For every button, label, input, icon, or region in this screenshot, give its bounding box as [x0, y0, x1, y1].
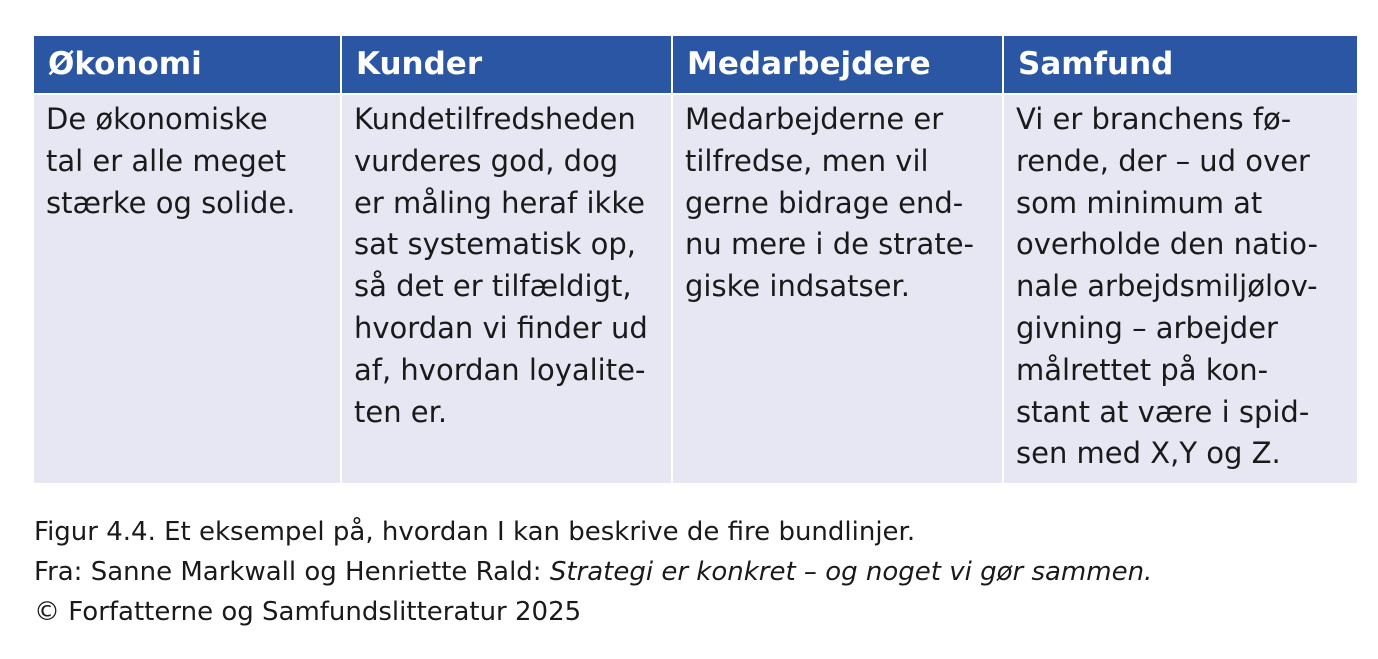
- caption-source-prefix: Fra: Sanne Markwall og Henriette Rald:: [34, 557, 550, 587]
- cell-samfund: Vi er branchens fø- rende, der – ud over som minimum at overholde den natio- nale arbejdsmiljølov- givning – arbejder målrettet på kon- stant at være i spid- sen med X,Y og Z.: [1004, 95, 1357, 483]
- caption-line-3: © Forfatterne og Samfundslitteratur 2025: [34, 597, 582, 627]
- header-okonomi: Økonomi: [34, 36, 340, 93]
- caption-line-2: [34, 552, 1152, 592]
- caption-line-1: Figur 4.4. Et eksempel på, hvordan I kan beskrive de fire bundlinjer.: [34, 517, 916, 547]
- cell-kunder: Kundetilfredsheden vurderes god, dog er måling heraf ikke sat systematisk op, så det er tilfældigt, hvordan vi finder ud af, hvordan loyalite- ten er.: [342, 95, 671, 483]
- caption-book-title: Strategi er konkret – og noget vi gør sammen.: [549, 557, 1153, 587]
- cell-okonomi: De økonomiske tal er alle meget stærke og solide.: [34, 95, 340, 483]
- header-kunder: Kunder: [342, 36, 671, 93]
- header-medarbejdere: Medarbejdere: [673, 36, 1002, 93]
- bottom-lines-table: [34, 36, 1357, 485]
- header-samfund: Samfund: [1004, 36, 1357, 93]
- figure-caption: [34, 512, 1152, 632]
- cell-medarbejdere: Medarbejderne er tilfredse, men vil gerne bidrage end- nu mere i de strate- giske indsatser.: [673, 95, 1002, 483]
